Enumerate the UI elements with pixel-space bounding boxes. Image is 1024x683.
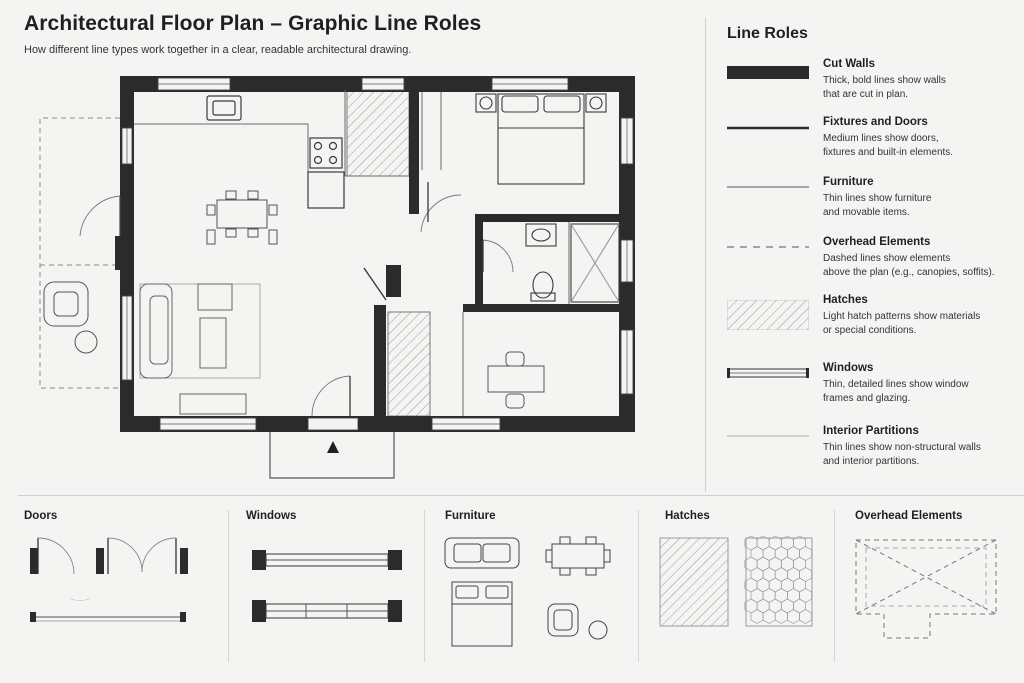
- section-overhead-label: Overhead Elements: [855, 510, 963, 522]
- legend-item-name: Interior Partitions: [823, 425, 919, 437]
- entry-arrow-icon: [327, 441, 339, 453]
- section-doors-label: Doors: [24, 510, 58, 522]
- legend-item-description: Light hatch patterns show materials or special conditions.: [823, 311, 981, 336]
- hall-door-leaf: [364, 268, 386, 300]
- legend-item-name: Overhead Elements: [823, 236, 931, 248]
- legend-item-description: Thin lines show furniture and movable items.: [823, 193, 932, 218]
- overhead-line-swatch: [727, 242, 809, 262]
- furniture-details: [445, 537, 610, 646]
- legend-item-description: Thin lines show non-structural walls and interior partitions.: [823, 442, 981, 467]
- hexagon-tile: [775, 610, 787, 624]
- legend-item-description: Thick, bold lines show walls that are cut in plan.: [823, 75, 946, 100]
- interior-door-swing: [421, 195, 461, 232]
- hexagon-tile-pattern: [745, 536, 812, 624]
- legend-item-name: Fixtures and Doors: [823, 116, 928, 128]
- legend-item-furniture: [727, 176, 1017, 238]
- floor-plan-drawing: [0, 0, 700, 495]
- side-door-opening: [115, 236, 123, 270]
- legend-item-description: Medium lines show doors, fixtures and built-in elements.: [823, 133, 954, 158]
- details-divider: [18, 495, 1024, 496]
- side-door-swing: [80, 196, 120, 236]
- legend-divider: [705, 18, 706, 492]
- detail-drawings: [0, 520, 1024, 670]
- cut-wall-swatch: [727, 64, 809, 84]
- legend-item-windows: [727, 362, 1017, 424]
- closet-hatch: [388, 312, 430, 416]
- legend-item-hatches: [727, 294, 1017, 356]
- section-windows-label: Windows: [246, 510, 297, 522]
- dining-table: [207, 191, 277, 244]
- legend-item-cut-walls: [727, 58, 1017, 120]
- partition-line-swatch: [727, 431, 809, 451]
- living-room-furniture: [140, 284, 260, 414]
- section-furniture-label: Furniture: [445, 510, 496, 522]
- section-hatches-label: Hatches: [665, 510, 710, 522]
- legend-item-fixtures-doors: [727, 116, 1017, 178]
- study-furniture: [488, 352, 544, 408]
- legend-item-name: Furniture: [823, 176, 874, 188]
- entry-door-swing: [312, 376, 350, 416]
- bedroom-furniture: [476, 94, 606, 184]
- window-swatch: [727, 368, 809, 388]
- hatch-swatch: [727, 300, 809, 330]
- hexagon-tile: [751, 610, 763, 624]
- bath-door-swing: [483, 240, 513, 272]
- overhead-canopy: [40, 118, 120, 388]
- entry-porch: [270, 432, 394, 478]
- legend-item-name: Hatches: [823, 294, 868, 306]
- bathroom-fixtures: [526, 224, 619, 302]
- fixture-line-swatch: [727, 122, 809, 142]
- page-subtitle: How different line types work together in a clear, readable architectural drawing.: [24, 44, 412, 56]
- legend-title: Line Roles: [727, 25, 808, 42]
- hexagon-tile: [800, 610, 812, 624]
- legend-item-description: Dashed lines show elements above the plan (e.g., canopies, soffits).: [823, 253, 995, 278]
- legend-item-partitions: [727, 425, 1017, 487]
- legend-item-overhead: [727, 236, 1017, 298]
- furniture-line-swatch: [727, 182, 809, 202]
- legend-item-name: Cut Walls: [823, 58, 875, 70]
- porch-chair: [44, 282, 97, 353]
- window-details: [252, 550, 402, 622]
- page-title: Architectural Floor Plan – Graphic Line Roles: [24, 12, 482, 35]
- hatch-details: [660, 536, 812, 626]
- stair-hatch: [347, 90, 409, 176]
- hexagon-tile: [763, 610, 775, 624]
- hexagon-tile: [787, 610, 799, 624]
- legend-item-description: Thin, detailed lines show window frames and glazing.: [823, 379, 969, 404]
- legend-item-name: Windows: [823, 362, 874, 374]
- overhead-details: [856, 540, 996, 638]
- door-details: [30, 538, 188, 622]
